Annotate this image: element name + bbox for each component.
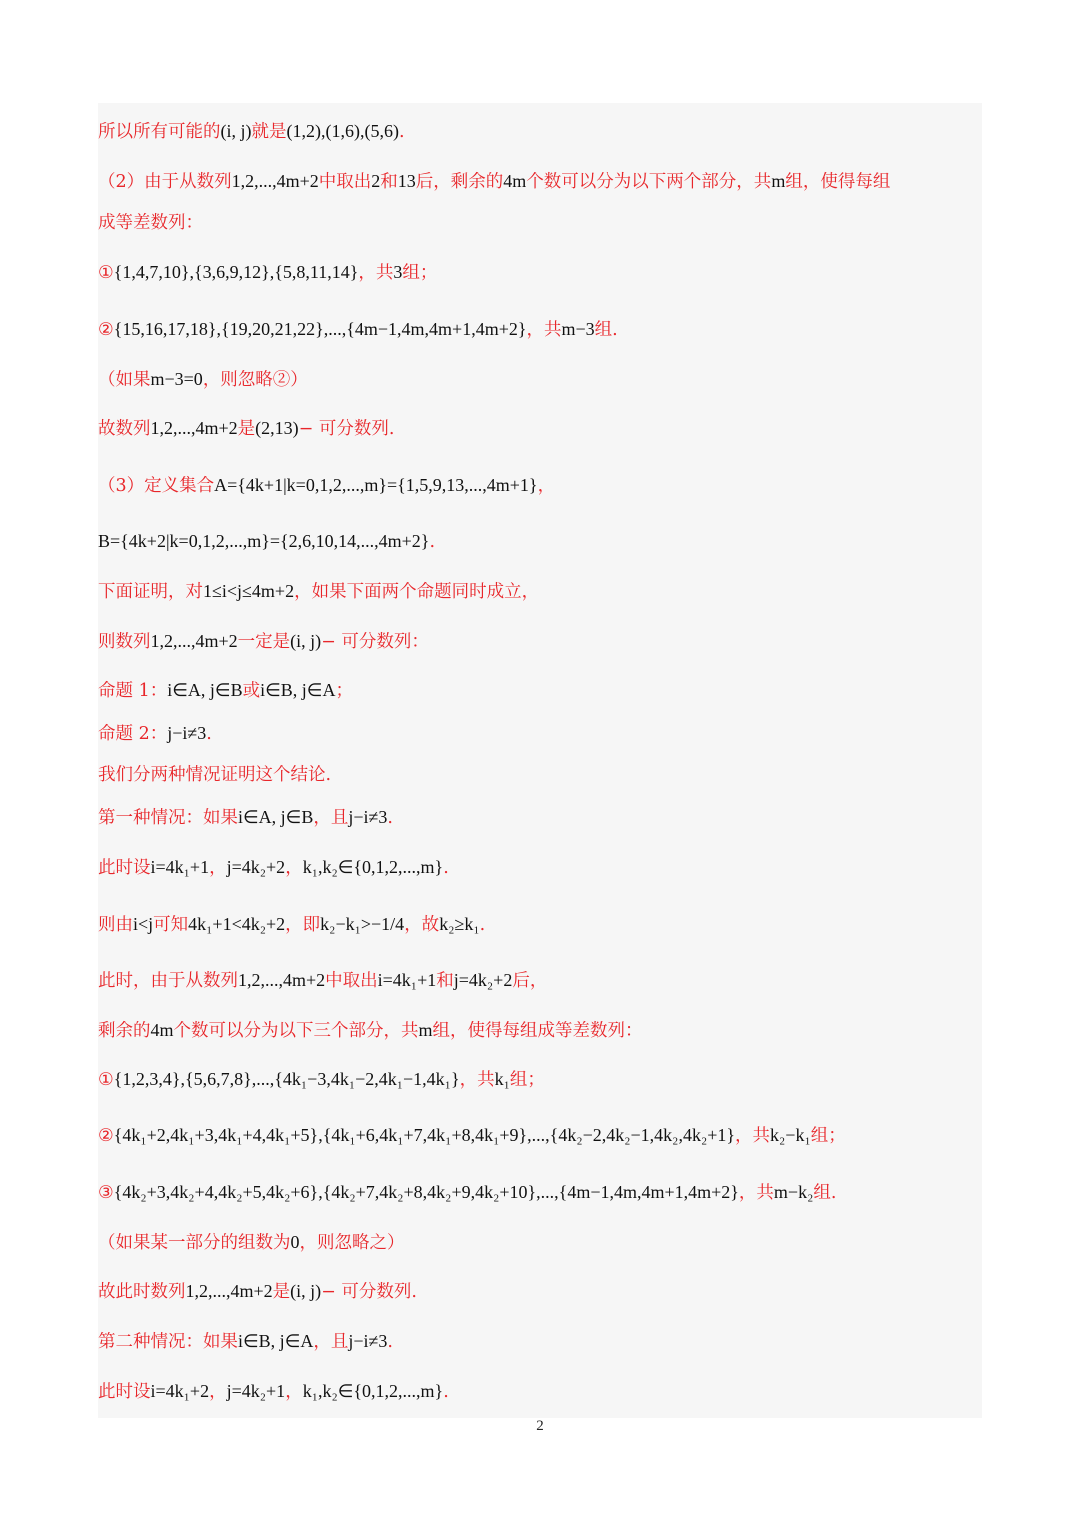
text-segment: 个数可以分为以下三个部分，共 — [173, 1021, 419, 1041]
math-expression: i∈A, j∈B — [167, 680, 243, 700]
text-segment: （如果某一部分的组数为 — [98, 1233, 291, 1253]
math-expression: i=4k₁+2 — [150, 1381, 210, 1401]
text-line — [98, 968, 547, 993]
text-line — [98, 855, 449, 880]
math-expression: 13 — [397, 171, 416, 191]
text-segment: 成等差数列： — [98, 213, 203, 233]
text-segment: 组； — [810, 1126, 846, 1146]
text-segment: ； — [335, 681, 353, 701]
text-segment: . — [443, 858, 449, 878]
math-expression: 1≤i<j≤4m+2 — [203, 581, 295, 601]
text-line — [98, 317, 618, 342]
text-line — [98, 1123, 846, 1148]
text-segment: 组； — [402, 263, 438, 283]
math-expression: {1,4,7,10},{3,6,9,12},{5,8,11,14} — [113, 262, 359, 282]
math-expression: j=4k₂+2 — [226, 857, 286, 877]
text-segment: 故此时数列 — [98, 1282, 186, 1302]
text-segment: 后， — [512, 971, 548, 991]
math-expression: A={4k+1|k=0,1,2,...,m}={1,5,9,13,...,4m+1} — [214, 475, 538, 495]
text-segment: 剩余的 — [98, 1021, 151, 1041]
text-line — [98, 1279, 417, 1304]
math-expression: {4k₂+3,4k₂+4,4k₂+5,4k₂+6},{4k₂+7,4k₂+8,4k₂+9,4k₂+10},...,{4m−1,4m,4m+1,4m+2} — [113, 1182, 739, 1202]
text-line — [98, 1067, 545, 1092]
math-expression: m−k₂ — [773, 1182, 814, 1202]
text-segment: 此时设 — [98, 1382, 151, 1402]
text-segment: 命题 1： — [98, 681, 168, 701]
math-expression: 3 — [393, 262, 403, 282]
text-line — [98, 1180, 836, 1205]
text-line — [98, 1018, 643, 1043]
math-expression: k₂−k₁ — [770, 1125, 811, 1145]
text-line — [98, 763, 331, 787]
text-segment: 故数列 — [98, 419, 151, 439]
text-segment: 后，剩余的 — [415, 172, 504, 192]
text-line — [98, 1379, 449, 1404]
math-expression: k₁,k₂∈{0,1,2,...,m} — [302, 1381, 444, 1401]
text-segment: . — [387, 1332, 393, 1352]
text-segment: − 可分数列： — [321, 632, 429, 652]
math-expression: k₂−k₁>−1/4 — [320, 914, 405, 934]
text-segment: 我们分两种情况证明这个结论. — [98, 765, 332, 785]
math-expression: j=4k₂+1 — [226, 1381, 286, 1401]
text-segment: 此时，由于从数列 — [98, 971, 238, 991]
math-expression: k₂≥k₁ — [439, 914, 480, 934]
math-expression: B={4k+2|k=0,1,2,...,m}={2,6,10,14,...,4m+2} — [98, 531, 430, 551]
math-expression: m−3 — [561, 319, 595, 339]
math-expression: 1,2,...,4m+2 — [150, 418, 238, 438]
math-expression: 0 — [290, 1232, 300, 1252]
text-segment: . — [387, 808, 393, 828]
text-segment: ，共 — [738, 1183, 774, 1203]
math-expression: (i, j) — [220, 121, 252, 141]
text-segment: （如果 — [98, 370, 151, 390]
text-line — [98, 805, 393, 830]
math-expression: (1,2),(1,6),(5,6) — [286, 121, 399, 141]
text-segment: 就是 — [251, 122, 287, 142]
text-segment: 或 — [242, 681, 261, 701]
math-expression: 4m — [503, 171, 527, 191]
text-segment: . — [443, 1382, 449, 1402]
text-line — [98, 260, 437, 285]
text-line — [98, 1329, 393, 1354]
math-expression: 1,2,...,4m+2 — [231, 171, 319, 191]
text-segment: . — [429, 532, 436, 552]
text-line — [98, 678, 353, 703]
text-segment: ， — [537, 476, 556, 496]
text-segment: 中取出 — [318, 172, 372, 192]
text-segment: ，共 — [358, 263, 394, 283]
text-segment: 可知 — [153, 915, 189, 935]
math-expression: (2,13) — [255, 418, 299, 438]
math-expression: k₁ — [494, 1069, 510, 1089]
math-expression: i∈B, j∈A — [238, 1331, 314, 1351]
math-expression: {4k₁+2,4k₁+3,4k₁+4,4k₁+5},{4k₁+6,4k₁+7,4k₁+8,4k₁+9},...,{4k₂−2,4k₂−1,4k₂,4k₂+1} — [113, 1125, 736, 1145]
text-line — [98, 1230, 405, 1255]
text-segment: 组； — [509, 1070, 545, 1090]
text-line — [98, 211, 203, 235]
text-segment: ，共 — [735, 1126, 771, 1146]
math-expression: i=4k₁+1 — [377, 970, 437, 990]
math-expression: m−3=0 — [150, 369, 203, 389]
math-expression: k₁,k₂∈{0,1,2,...,m} — [302, 857, 444, 877]
text-segment: 和 — [380, 172, 398, 192]
text-segment: 则由 — [98, 915, 133, 935]
math-expression: i∈A, j∈B — [238, 807, 314, 827]
math-expression: j=4k₂+2 — [453, 970, 513, 990]
text-segment: 中取出 — [325, 971, 378, 991]
text-segment: 和 — [436, 971, 454, 991]
text-segment: ， — [209, 858, 227, 878]
text-segment: 此时设 — [98, 858, 151, 878]
text-line — [98, 169, 890, 194]
math-expression: i∈B, j∈A — [260, 680, 336, 700]
text-segment: ，即 — [285, 915, 321, 935]
text-segment: . — [398, 122, 405, 142]
text-segment: ，共 — [526, 320, 562, 340]
math-expression: (i, j) — [290, 631, 322, 651]
math-expression: m — [418, 1020, 433, 1040]
math-expression: 4k₁+1<4k₂+2 — [188, 914, 286, 934]
text-segment: 所以所有可能的 — [98, 122, 221, 142]
text-segment: 个数可以分为以下两个部分，共 — [526, 172, 772, 192]
text-segment: 组，使得每组 — [785, 172, 891, 192]
text-segment: ，如果下面两个命题同时成立， — [294, 582, 540, 602]
math-expression: 1,2,...,4m+2 — [150, 631, 238, 651]
text-line — [98, 529, 435, 554]
text-segment: − 可分数列. — [298, 419, 395, 439]
math-expression: j−i≠3 — [348, 807, 388, 827]
text-segment: ，共 — [459, 1070, 495, 1090]
math-expression: 1,2,...,4m+2 — [238, 970, 326, 990]
math-expression: (i, j) — [290, 1281, 322, 1301]
page-number: 2 — [536, 1418, 544, 1434]
text-segment: ② — [98, 1126, 114, 1146]
text-segment: ，则忽略②） — [202, 370, 308, 390]
text-segment: 组. — [813, 1183, 837, 1203]
math-expression: {15,16,17,18},{19,20,21,22},...,{4m−1,4m,4m+1,4m+2} — [113, 319, 527, 339]
math-expression: j−i≠3 — [167, 723, 207, 743]
text-segment: ，则忽略之） — [299, 1233, 405, 1253]
text-line — [98, 579, 539, 604]
math-expression: {1,2,3,4},{5,6,7,8},...,{4k₁−3,4k₁−2,4k₁−1,4k₁} — [113, 1069, 460, 1089]
text-segment: （2）由于从数列 — [98, 172, 232, 192]
text-line — [98, 912, 485, 937]
text-segment: 第一种情况：如果 — [98, 808, 238, 828]
math-expression: m — [771, 171, 786, 191]
text-segment: 组，使得每组成等差数列： — [432, 1021, 643, 1041]
math-expression: i<j — [133, 914, 154, 934]
text-segment: 则数列 — [98, 632, 151, 652]
text-line — [98, 367, 308, 392]
math-expression: 4m — [150, 1020, 174, 1040]
math-expression: j−i≠3 — [348, 1331, 388, 1351]
text-line — [98, 721, 212, 746]
text-segment: （3）定义集合 — [98, 476, 215, 496]
text-segment: − 可分数列. — [321, 1282, 417, 1302]
math-expression: 1,2,...,4m+2 — [185, 1281, 273, 1301]
text-segment: 组. — [594, 320, 618, 340]
text-segment: 下面证明，对 — [98, 582, 203, 602]
text-segment: . — [206, 724, 212, 744]
text-segment: ， — [285, 1382, 303, 1402]
text-segment: ， — [209, 1382, 227, 1402]
text-segment: 是 — [237, 419, 256, 439]
text-segment: ，且 — [313, 808, 349, 828]
text-segment: ② — [98, 320, 114, 340]
text-segment: ， — [285, 858, 303, 878]
text-segment: . — [479, 915, 486, 935]
text-segment: ③ — [98, 1183, 114, 1203]
text-segment: ，故 — [404, 915, 440, 935]
text-line — [98, 629, 429, 654]
text-segment: 第二种情况：如果 — [98, 1332, 238, 1352]
text-line — [98, 416, 394, 441]
text-line — [98, 119, 405, 144]
text-line — [98, 473, 555, 498]
text-segment: 一定是 — [237, 632, 291, 652]
math-expression: 2 — [371, 171, 381, 191]
math-expression: i=4k₁+1 — [150, 857, 210, 877]
text-segment: ① — [98, 263, 114, 283]
text-segment: 命题 2： — [98, 724, 168, 744]
text-segment: ，且 — [313, 1332, 349, 1352]
page-content — [98, 103, 982, 1418]
text-segment: 是 — [272, 1282, 291, 1302]
text-segment: ① — [98, 1070, 114, 1090]
